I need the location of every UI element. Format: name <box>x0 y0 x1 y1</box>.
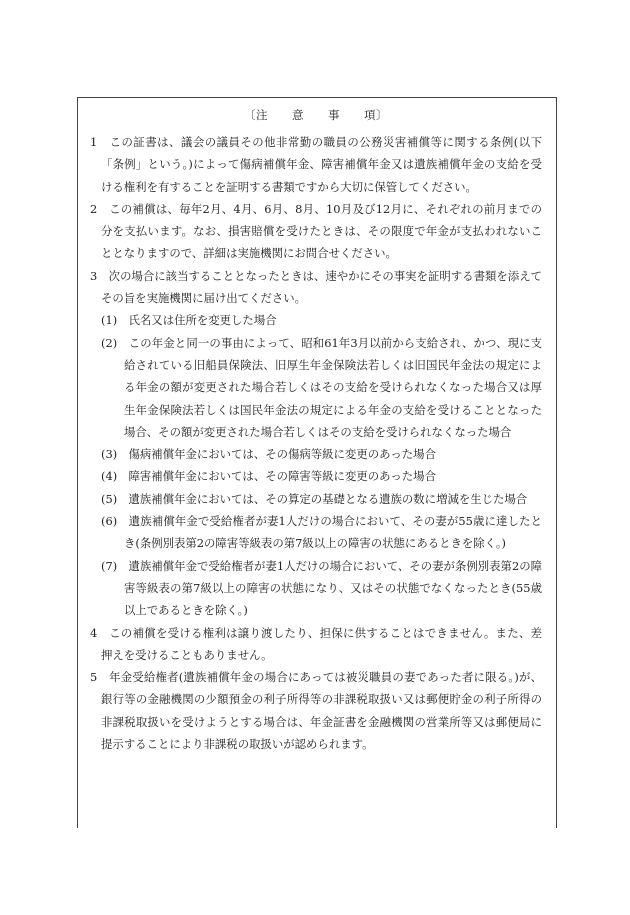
notice-item-5: 5 年金受給権者(遺族補償年金の場合にあっては被災職員の妻であった者に限る。)が、銀行等の金融機関の少額預金の利子所得等の非課税取扱い又は郵便貯金の利子所得の非課税取扱いを受けようとする場合は、年金証書を金融機関の営業所等又は郵便局に提示することにより非課税の取扱いが認められます。 <box>90 670 542 752</box>
notice-item-3-7: (7) 遺族補償年金で受給権者が妻1人だけの場合において、その妻が条例別表第2の障害等級表の第7級以上の障害の状態になり、又はその状態でなくなったとき(55歳以上であるときを除く。) <box>101 558 542 618</box>
notice-item-3-4: (4) 障害補償年金においては、その障害等級に変更のあった場合 <box>101 469 436 484</box>
notice-item-3-3: (3) 傷病補償年金においては、その傷病等級に変更のあった場合 <box>101 447 436 462</box>
notice-item-1: 1 この証書は、議会の議員その他非常勤の職員の公務災害補償等に関する条例(以下「条例」という。)によって傷病補償年金、障害補償年金又は遺族補償年金の支給を受ける権利を有することを証明する書類ですから大切に保管してください。 <box>90 135 542 194</box>
notice-item-3: 3 次の場合に該当することとなったときは、速やかにその事実を証明する書類を添えてその旨を実施機関に届け出てください。 <box>90 268 542 306</box>
notice-item-3-5: (5) 遺族補償年金においては、その算定の基礎となる遺族の数に増減を生じた場合 <box>101 491 528 506</box>
notice-item-3-6: (6) 遺族補償年金で受給権者が妻1人だけの場合において、その妻が55歳に達したとき(条例別表第2の障害等級表の第7級以上の障害の状態にあるときを除く。) <box>101 514 542 551</box>
notice-item-2: 2 この補償は、毎年2月、4月、6月、8月、10月及び12月に、それぞれの前月までの分を支払います。なお、損害賠償を受けたときは、その限度で年金が支払われないこととなりますので、詳細は実施機関にお問合せください。 <box>90 201 542 261</box>
notice-item-3-2: (2) この年金と同一の事由によって、昭和61年3月以前から支給され、かつ、現に支給されている旧船員保険法、旧厚生年金保険法若しくは旧国民年金法の規定による年金の額が変更された場合若しくはその支給を受けられなくなった場合又は厚生年金保険法若しくは国民年金法の規定による年金の支給を受けることとなった場合、その額が変更された場合若しくはその支給を受けられなくなった場合 <box>101 335 542 439</box>
notice-title: 〔注 意 事 項〕 <box>244 108 388 122</box>
notice-content <box>90 131 542 755</box>
notice-item-4: 4 この補償を受ける権利は譲り渡したり、担保に供することはできません。また、差押えを受けることもありません。 <box>90 625 542 662</box>
notice-item-3-1: (1) 氏名又は住所を変更した場合 <box>101 313 277 328</box>
